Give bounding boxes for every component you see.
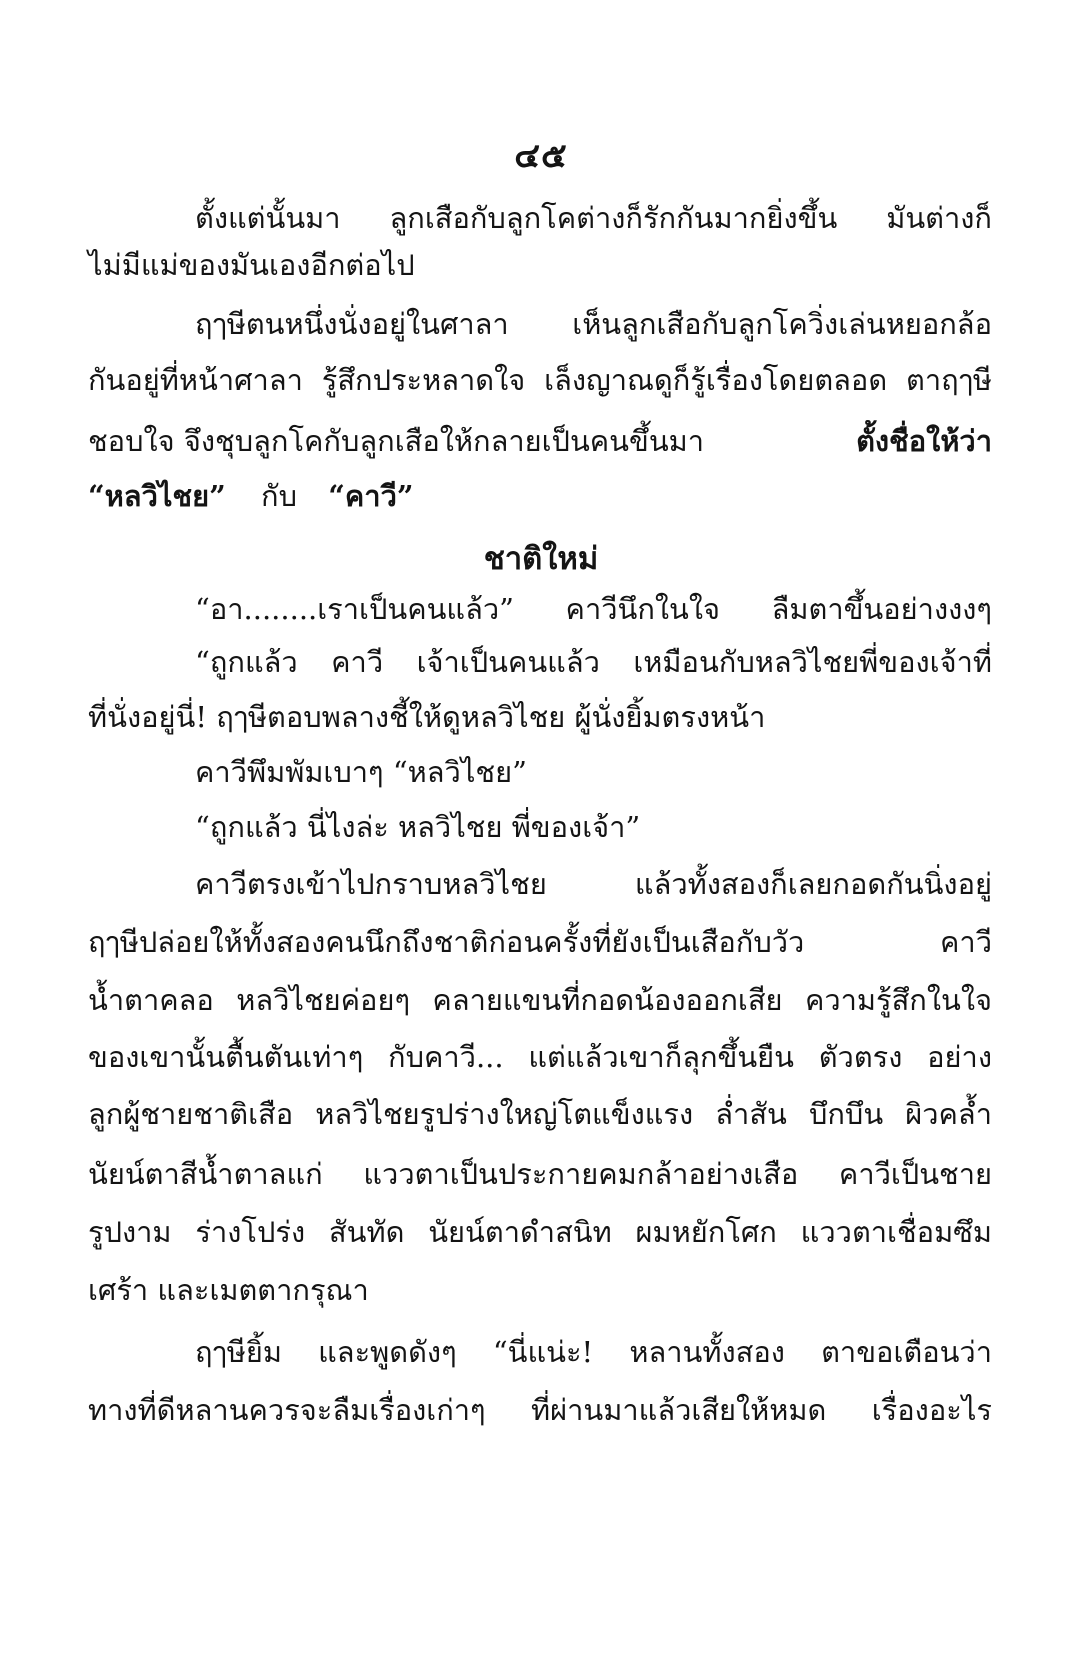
- section-heading: ชาติใหม่: [483, 541, 599, 577]
- paragraph-line: ของเขานั้นตื้นตันเท่าๆ กับคาวี... แต่แล้วเขาก็ลุกขึ้นยืน ตัวตรง อย่าง: [88, 1040, 992, 1074]
- paragraph-line-group: [88, 474, 992, 518]
- paragraph-line: น้ำตาคลอ หลวิไชยค่อยๆ คลายแขนที่กอดน้องออกเสีย ความรู้สึกในใจ: [88, 983, 992, 1017]
- paragraph-line: ฤๅษียิ้ม และพูดดังๆ “นี่แน่ะ! หลานทั้งสอง ตาขอเตือนว่า: [195, 1335, 992, 1369]
- paragraph-line: นัยน์ตาสีน้ำตาลแก่ แววตาเป็นประกายคมกล้าอย่างเสือ คาวีเป็นชาย: [88, 1157, 992, 1191]
- bold-phrase: ตั้งชื่อให้ว่า: [856, 424, 992, 458]
- paragraph-line: คาวีตรงเข้าไปกราบหลวิไชย แล้วทั้งสองก็เลยกอดกันนิ่งอยู่: [195, 867, 992, 901]
- paragraph-line: “อา........เราเป็นคนแล้ว” คาวีนึกในใจ ลืมตาขึ้นอย่างงงๆ: [195, 592, 992, 626]
- paragraph-line: ที่นั่งอยู่นี่! ฤๅษีตอบพลางชี้ให้ดูหลวิไชย ผู้นั่งยิ้มตรงหน้า: [88, 700, 766, 734]
- paragraph-line: “ถูกแล้ว นี่ไงล่ะ หลวิไชย พี่ของเจ้า”: [195, 810, 641, 844]
- paragraph-line: ฤๅษีปล่อยให้ทั้งสองคนนึกถึงชาติก่อนครั้งที่ยังเป็นเสือกับวัว คาวี: [88, 925, 992, 959]
- paragraph-line: ทางที่ดีหลานควรจะลืมเรื่องเก่าๆ ที่ผ่านมาแล้วเสียให้หมด เรื่องอะไร: [88, 1393, 992, 1427]
- paragraph-line: ไม่มีแม่ของมันเองอีกต่อไป: [88, 248, 415, 282]
- paragraph-line: ตั้งแต่นั้นมา ลูกเสือกับลูกโคต่างก็รักกันมากยิ่งขึ้น มันต่างก็: [195, 201, 992, 235]
- paragraph-line: เศร้า และเมตตากรุณา: [88, 1273, 369, 1307]
- paragraph-line: ฤๅษีตนหนึ่งนั่งอยู่ในศาลา เห็นลูกเสือกับลูกโควิ่งเล่นหยอกล้อ: [195, 307, 992, 341]
- paragraph-line: “ถูกแล้ว คาวี เจ้าเป็นคนแล้ว เหมือนกับหลวิไชยพี่ของเจ้าที่: [195, 645, 992, 679]
- paragraph-line: กันอยู่ที่หน้าศาลา รู้สึกประหลาดใจ เล็งญาณดูก็รู้เรื่องโดยตลอด ตาฤๅษี: [88, 363, 992, 397]
- paragraph-text: กับ: [261, 479, 297, 513]
- page-number: ๔๕: [514, 136, 568, 176]
- character-name: “คาวี”: [328, 479, 414, 513]
- paragraph-line-group: [88, 419, 992, 463]
- paragraph-line: ลูกผู้ชายชาติเสือ หลวิไชยรูปร่างใหญ่โตแข็งแรง ล่ำสัน บึกบึน ผิวคล้ำ: [88, 1097, 992, 1131]
- paragraph-text: ชอบใจ จึงชุบลูกโคกับลูกเสือให้กลายเป็นคนขึ้นมา: [88, 424, 705, 458]
- paragraph-line: รูปงาม ร่างโปร่ง สันทัด นัยน์ตาดำสนิท ผมหยักโศก แววตาเชื่อมซึม: [88, 1215, 992, 1249]
- paragraph-line: คาวีพึมพัมเบาๆ “หลวิไชย”: [195, 755, 527, 789]
- character-name: “หลวิไชย”: [88, 479, 226, 513]
